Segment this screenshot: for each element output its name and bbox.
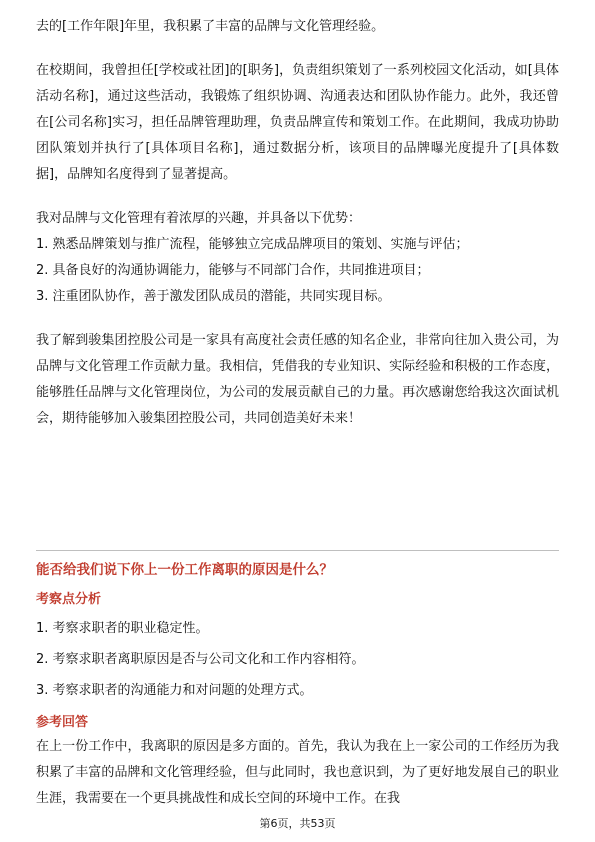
question-details <box>36 589 559 812</box>
paragraph-company-motivation: 我了解到骏集团控股公司是一家具有高度社会责任感的知名企业，非常向往加入贵公司，为品牌与文化管理工作贡献力量。我相信，凭借我的专业知识、实际经验和积极的工作态度，能够胜任品牌与文化管理岗位，为公司的发展贡献自己的力量。再次感谢您给我这次面试机会，期待能够加入骏集团控股公司，共同创造美好未来！ <box>36 333 559 426</box>
interview-question: 能否给我们说下你上一份工作离职的原因是什么？ <box>36 562 333 578</box>
advantage-item: 1. 熟悉品牌策划与推广流程，能够独立完成品牌项目的策划、实施与评估； <box>36 237 469 252</box>
paragraph-intro-tail: 去的[工作年限]年里，我积累了丰富的品牌与文化管理经验。 <box>36 19 385 34</box>
page-number: 第6页，共53页 <box>259 817 336 830</box>
analysis-item: 1. 考察求职者的职业稳定性。 <box>36 621 209 636</box>
advantage-item: 3. 注重团队协作，善于激发团队成员的潜能，共同实现目标。 <box>36 289 391 304</box>
paragraph-interest: 我对品牌与文化管理有着浓厚的兴趣，并具备以下优势： <box>36 211 362 226</box>
analysis-item: 3. 考察求职者的沟通能力和对问题的处理方式。 <box>36 683 313 698</box>
page-body <box>36 14 559 432</box>
analysis-heading: 考察点分析 <box>36 592 102 607</box>
analysis-item: 2. 考察求职者离职原因是否与公司文化和工作内容相符。 <box>36 652 365 667</box>
paragraph-school-experience: 在校期间，我曾担任[学校或社团]的[职务]，负责组织策划了一系列校园文化活动，如[具体活动名称]，通过这些活动，我锻炼了组织协调、沟通表达和团队协作能力。此外，我还曾在[公司名称]实习，担任品牌管理助理，负责品牌宣传和策划工作。在此期间，我成功协助团队策划并执行了[具体项目名称]，通过数据分析，该项目的品牌曝光度提升了[具体数据]，品牌知名度得到了显著提高。 <box>36 63 559 182</box>
answer-text: 在上一份工作中，我离职的原因是多方面的。首先，我认为我在上一家公司的工作经历为我积累了丰富的品牌和文化管理经验，但与此同时，我也意识到，为了更好地发展自己的职业生涯，我需要在一个更具挑战性和成长空间的环境中工作。在我 <box>36 739 559 806</box>
advantage-item: 2. 具备良好的沟通协调能力，能够与不同部门合作，共同推进项目； <box>36 263 430 278</box>
answer-heading: 参考回答 <box>36 715 89 730</box>
section-divider <box>36 550 559 551</box>
